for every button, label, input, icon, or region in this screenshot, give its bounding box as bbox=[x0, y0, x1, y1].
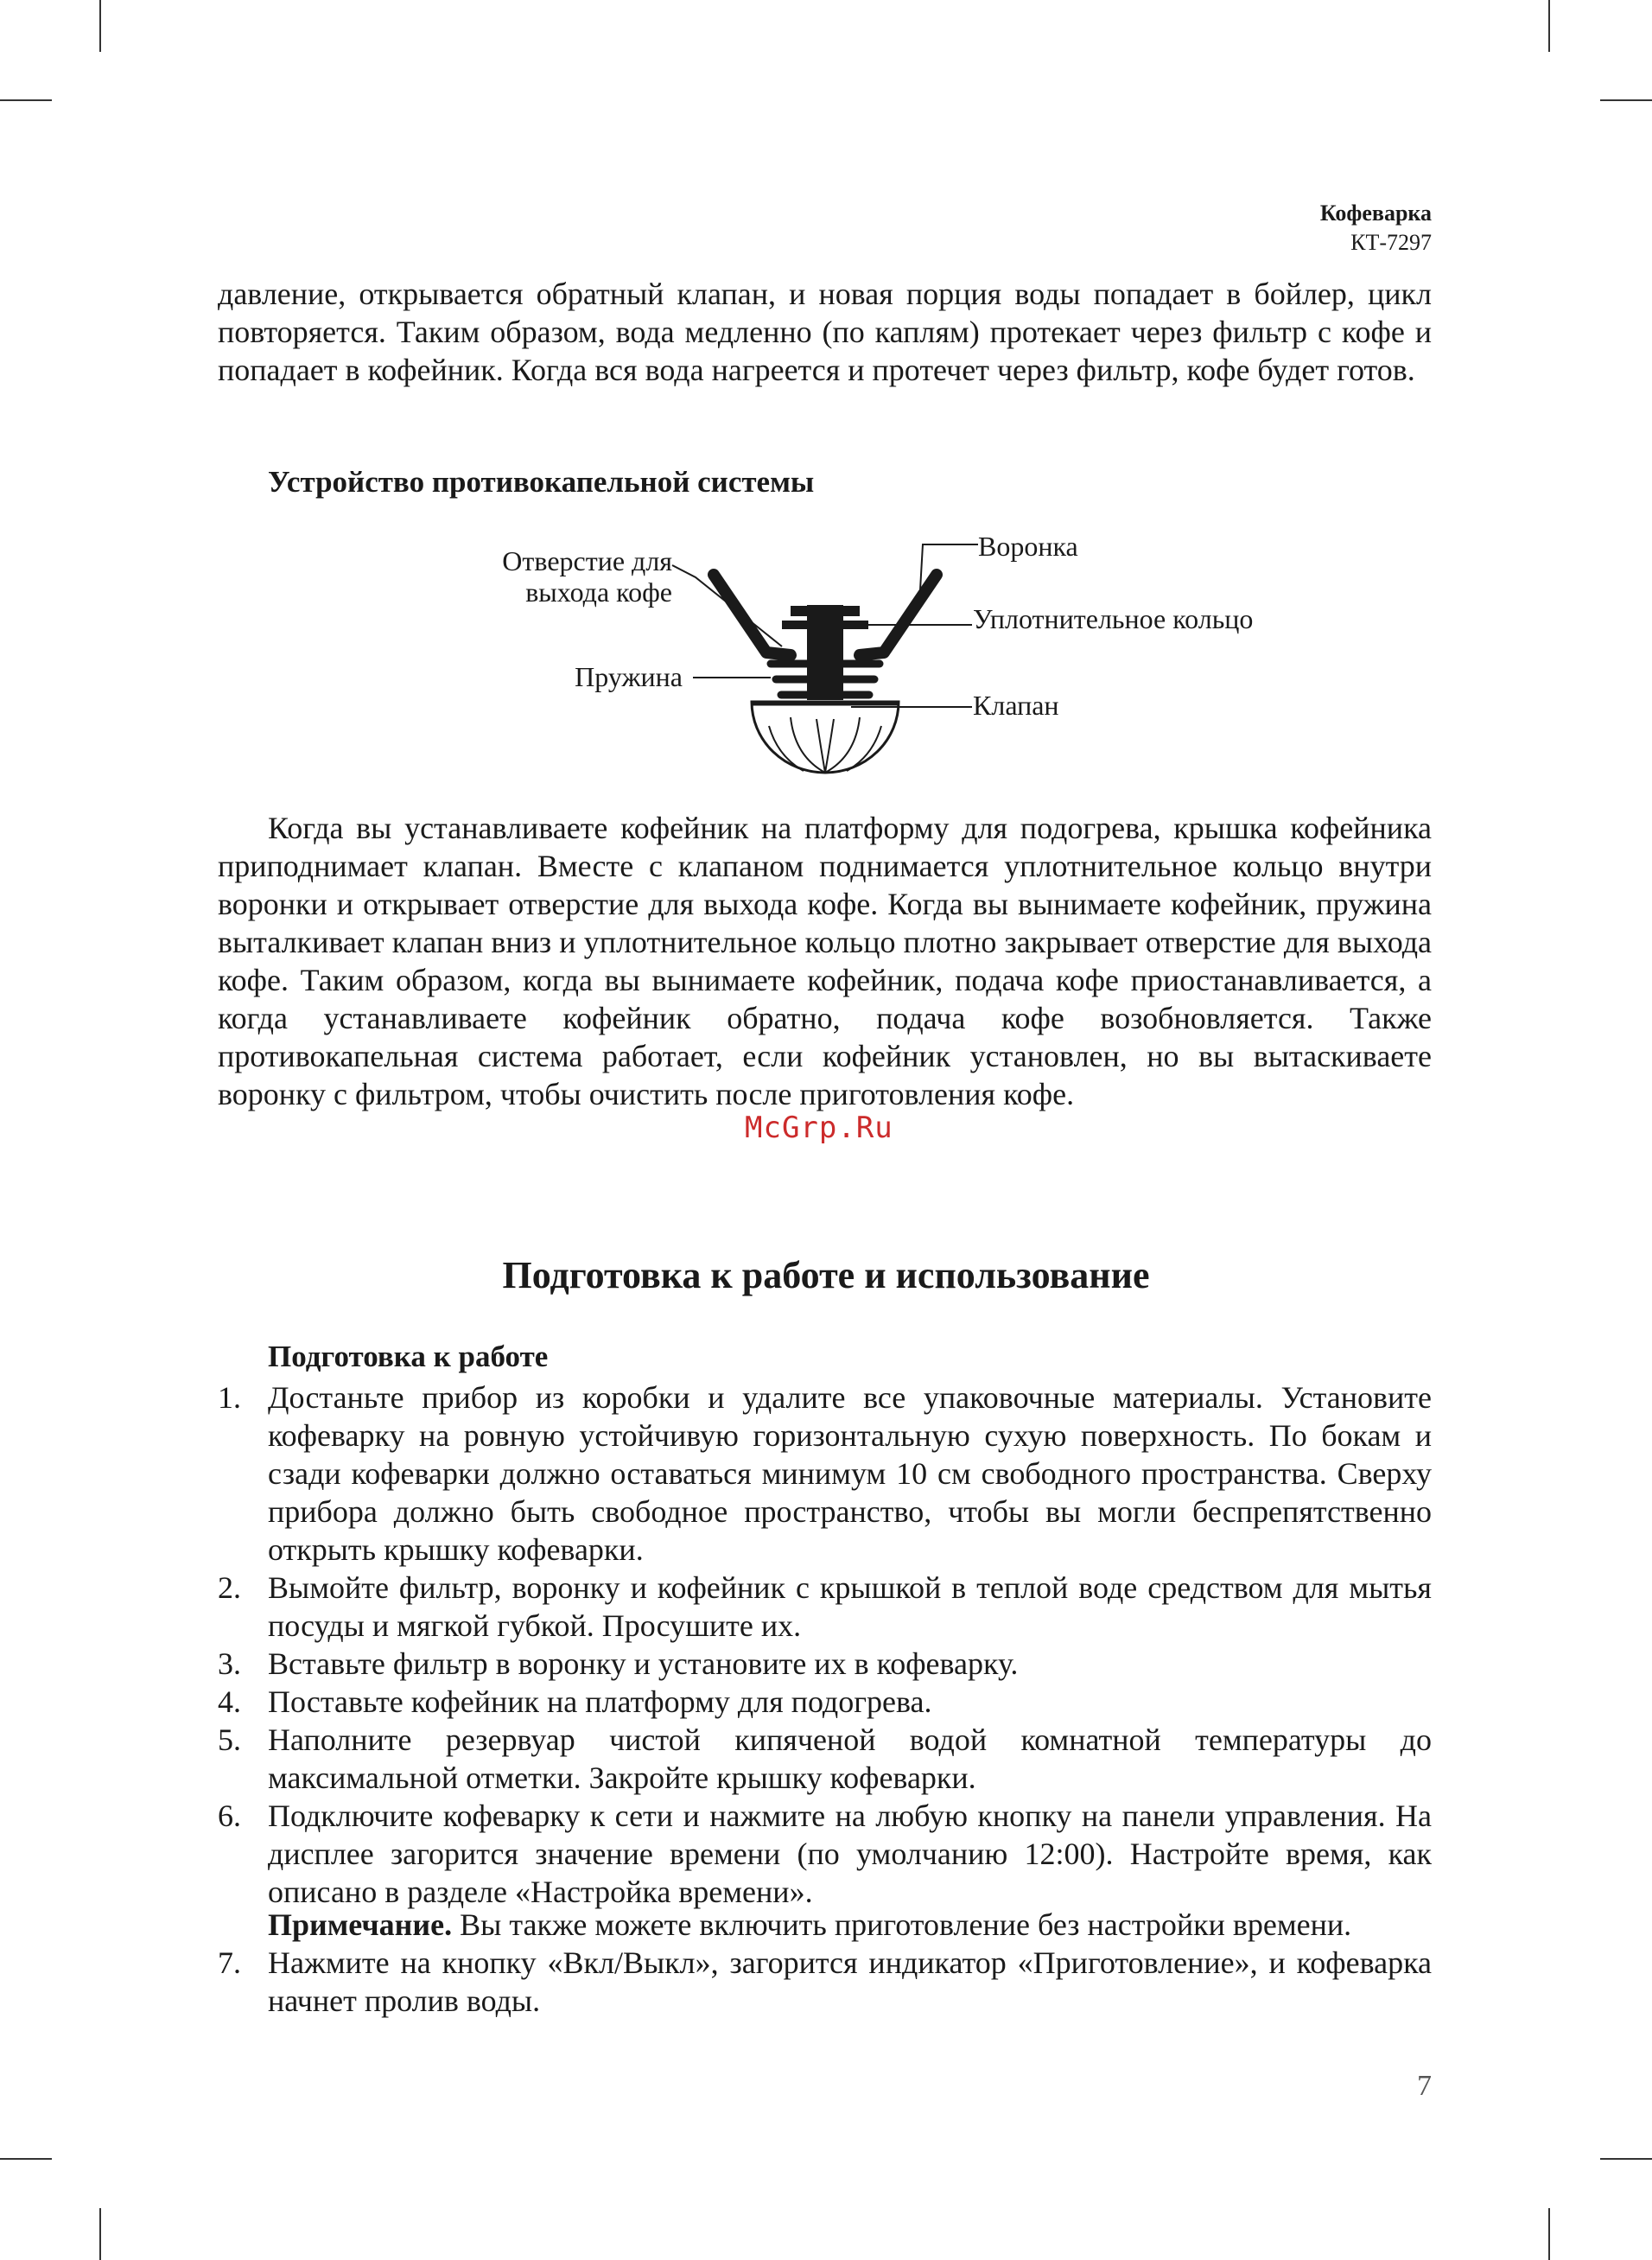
funnel-right-wall bbox=[860, 575, 937, 655]
crop-mark bbox=[99, 0, 101, 52]
prep-heading: Подготовка к работе bbox=[268, 1340, 549, 1373]
header-model: КТ-7297 bbox=[1350, 230, 1432, 255]
crop-mark bbox=[99, 2208, 101, 2260]
header-product: Кофеварка bbox=[1319, 201, 1432, 226]
label-seal-ring: Уплотнительное кольцо bbox=[973, 603, 1254, 634]
crop-mark bbox=[1548, 0, 1550, 52]
antidrip-heading: Устройство противокапельной системы bbox=[268, 465, 815, 499]
list-item bbox=[218, 1378, 1432, 1569]
list-item bbox=[218, 1569, 1432, 1645]
step-text: Достаньте прибор из коробки и удалите все упаковочные материалы. Установите кофеварку на ровную устойчивую горизонтальную сухую поверхность. По бокам и сзади кофеварки должно оставаться минимум 10 см свободного пространства. Сверху прибора должно быть свободное пространство, чтобы вы могли беспрепятственно открыть крышку кофеварки. bbox=[268, 1380, 1432, 1567]
seal-ring bbox=[782, 621, 868, 629]
intro-paragraph: давление, открывается обратный клапан, и новая порция воды попадает в бойлер, цикл повторяется. Таким образом, вода медленно (по каплям) протекает через фильтр с кофе и попадает в кофейник. Когда вся вода нагреется и протечет через фильтр, кофе будет готов. bbox=[218, 277, 1432, 387]
section-title: Подготовка к работе и использование bbox=[502, 1254, 1150, 1296]
list-item bbox=[218, 1797, 1432, 1911]
watermark: McGrp.Ru bbox=[745, 1111, 893, 1145]
leader-outlet bbox=[672, 565, 782, 646]
crop-mark bbox=[1600, 2158, 1652, 2160]
valve-top-cap bbox=[791, 606, 860, 616]
step-text: Вымойте фильтр, воронку и кофейник с крышкой в теплой воде средством для мытья посуды и мягкой губкой. Просушите их. bbox=[268, 1570, 1432, 1643]
antidrip-diagram bbox=[449, 519, 1305, 786]
list-item bbox=[218, 1944, 1432, 2020]
crop-mark bbox=[0, 99, 52, 101]
list-item bbox=[218, 1683, 1432, 1721]
label-outlet-line2: выхода кофе bbox=[525, 576, 672, 608]
step-number: 7. bbox=[218, 1945, 241, 1980]
step-number: 1. bbox=[218, 1380, 241, 1415]
valve-stem bbox=[807, 605, 843, 700]
crop-mark bbox=[0, 2158, 52, 2160]
running-header bbox=[1320, 199, 1432, 258]
step-text: Поставьте кофейник на платформу для подогрева. bbox=[268, 1684, 932, 1719]
step-number: 6. bbox=[218, 1798, 241, 1833]
label-funnel: Воронка bbox=[978, 531, 1078, 562]
list-item bbox=[218, 1645, 1432, 1683]
step-number: 4. bbox=[218, 1684, 241, 1719]
label-spring: Пружина bbox=[575, 661, 683, 692]
label-valve: Клапан bbox=[973, 690, 1059, 721]
antidrip-paragraph: Когда вы устанавливаете кофейник на платформу для подогрева, крышка кофейника приподнимает клапан. Вместе с клапаном поднимается уплотнительное кольцо внутри воронки и открывает отверстие для выхода кофе. Когда вы вынимаете кофейник, пружина выталкивает клапан вниз и уплотнительное кольцо плотно закрывает отверстие для выхода кофе. Таким образом, когда вы вынимаете кофейник, подача кофе приостанавливается, а когда устанавливаете кофейник обратно, подача кофе возобновляется. Также противокапельная система работает, если кофейник установлен, но вы вытаскиваете воронку с фильтром, чтобы очистить после приготовления кофе. bbox=[218, 811, 1432, 1111]
note-label: Примечание. bbox=[268, 1907, 453, 1942]
note bbox=[268, 1906, 1351, 1944]
step-text: Нажмите на кнопку «Вкл/Выкл», загорится индикатор «Приготовление», и кофеварка начнет пролив воды. bbox=[268, 1945, 1432, 2018]
page-number: 7 bbox=[1417, 2070, 1432, 2102]
valve-ribs bbox=[769, 717, 881, 773]
step-text: Подключите кофеварку к сети и нажмите на любую кнопку на панели управления. На дисплее загорится значение времени (по умолчанию 12:00). Настройте время, как описано в разделе «Настройка времени». bbox=[268, 1798, 1432, 1909]
crop-mark bbox=[1600, 99, 1652, 101]
label-outlet-line1: Отверстие для bbox=[502, 545, 672, 576]
note-text: Вы также можете включить приготовление без настройки времени. bbox=[452, 1907, 1352, 1942]
step-number: 5. bbox=[218, 1722, 241, 1757]
prep-steps-list bbox=[218, 1378, 1432, 1911]
crop-mark bbox=[1548, 2208, 1550, 2260]
list-item bbox=[218, 1721, 1432, 1797]
step-text: Вставьте фильтр в воронку и установите их в кофеварку. bbox=[268, 1646, 1019, 1681]
step-number: 3. bbox=[218, 1646, 241, 1681]
step-text: Наполните резервуар чистой кипяченой водой комнатной температуры до максимальной отметки. Закройте крышку кофеварки. bbox=[268, 1722, 1432, 1795]
step-number: 2. bbox=[218, 1570, 241, 1605]
prep-step-7 bbox=[218, 1944, 1432, 2020]
